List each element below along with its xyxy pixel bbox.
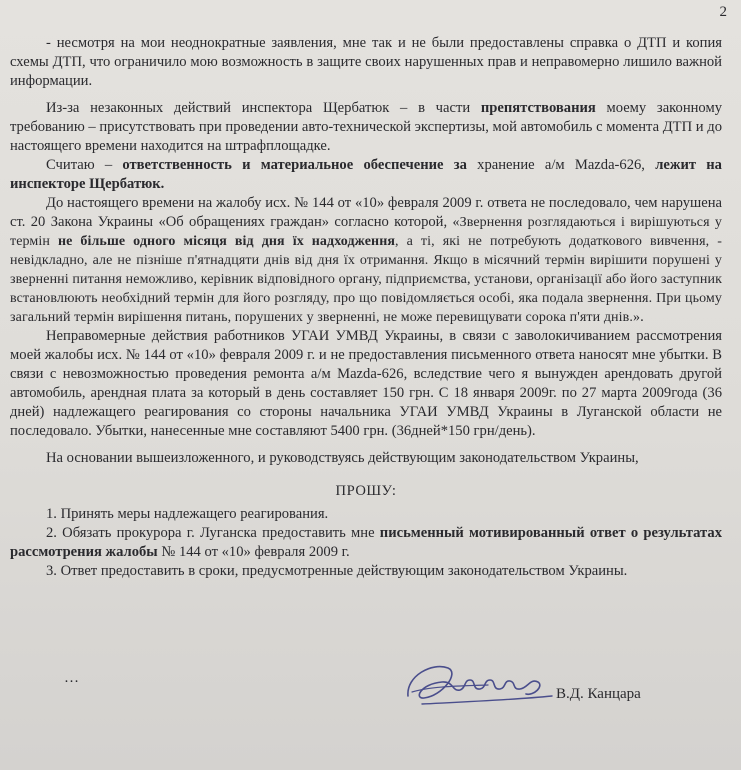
signature-block bbox=[0, 656, 741, 716]
page-number: 2 bbox=[719, 4, 727, 20]
letter-body bbox=[10, 34, 722, 581]
text-run: 2. Обязать прокурора г. Луганска предоставить мне bbox=[46, 525, 380, 541]
bold-text: не більше одного місяця від дня їх надходження bbox=[57, 234, 396, 249]
bold-text: ответственность и материальное обеспечение за bbox=[122, 157, 467, 173]
text-run: 1. Принять меры надлежащего реагирования. bbox=[46, 506, 329, 522]
text-run: - несмотря на мои неоднократные заявления, мне так и не были предоставлены справка о ДТП и копия схемы ДТП, что ограничило мою возможность в защите своих нарушенных прав и неправомерно лишило важной информации. bbox=[10, 35, 722, 89]
request-item bbox=[10, 562, 722, 581]
text-run: Неправомерные действия работников УГАИ УМВД Украины, в связи с заволокичиванием рассмотрения моей жалобы исх. № 144 от «10» февраля 2009 г. и не предоставления письменного ответа наносят мне убытки. В связи с невозможностью проведения ремонта а/м Mazda-626, вследствие чего я вынужден арендовать другой автомобиль, арендная плата за который в день составляет 150 грн. С 18 января 2009г. по 27 марта 2009года (36 дней) надлежащего реагирования со стороны начальника УГАИ УМВД Украины в Луганской области не последовало. Убытки, нанесенные мне составляют 5400 грн. (36дней*150 грн/день). bbox=[10, 328, 722, 439]
request-heading: ПРОШУ: bbox=[335, 483, 397, 499]
paragraph-losses bbox=[10, 327, 722, 441]
paragraph-complaint-law-quote bbox=[10, 194, 722, 327]
paragraph-inspector-obstruction bbox=[10, 99, 722, 156]
request-list bbox=[10, 505, 722, 581]
request-item bbox=[10, 505, 722, 524]
bold-text: письменный мотивированный ответ о результатах рассмотрения жалобы bbox=[10, 525, 722, 560]
text-run: . bbox=[640, 309, 644, 325]
paragraph-ddtp-documents bbox=[10, 34, 722, 91]
text-run: хранение а/м Mazda-626, bbox=[466, 157, 656, 173]
paragraph-storage-responsibility bbox=[10, 156, 722, 194]
text-run: Из-за незаконных действий инспектора Щербатюк – в части bbox=[46, 100, 481, 116]
text-run: № 144 от «10» февраля 2009 г. bbox=[157, 544, 350, 560]
request-item bbox=[10, 524, 722, 562]
text-run: До настоящего времени на жалобу исх. № 144 от «10» февраля 2009 г. ответа не последовало, чем нарушена ст. 20 Закона Украины «Об обращениях граждан» согласно которой, bbox=[10, 195, 722, 230]
text-run: На основании вышеизложенного, и руководствуясь действующим законодательством Украины, bbox=[46, 450, 639, 466]
bold-text: лежит на инспекторе Щербатюк. bbox=[10, 157, 722, 192]
handwritten-signature bbox=[402, 656, 562, 714]
text-run: , а ті, які не потребують додаткового вивчення, - невідкладно, але не пізніше п'ятнадцяти днів від дня їх отримання. Якщо в місячний термін вирішити порушені у зверненні питання неможливо, керівник відповідного органу, підприємства, установи, організації або його заступник встановлюють необхідний термін для його розгляду, про що повідомляється особі, яка подала звернення. При цьому загальний термін вирішення питань, порушених у зверненні, не може перевищувати сорока п'яти днів.» bbox=[10, 234, 722, 325]
text-run: 3. Ответ предоставить в сроки, предусмотренные действующим законодательством Украины. bbox=[46, 563, 628, 579]
text-run: «Звернення розглядаються і вирішуються у термін bbox=[10, 215, 723, 249]
bold-text: препятствования bbox=[480, 100, 596, 116]
text-run: моему законному требованию – присутствовать при проведении авто-технической экспертизы, мой автомобиль с момента ДТП и до настоящего времени находится на штрафплощадке. bbox=[10, 100, 722, 154]
signature-dots: … bbox=[64, 670, 79, 686]
text-run: Считаю – bbox=[46, 157, 123, 173]
signer-name: В.Д. Канцара bbox=[556, 686, 641, 702]
paragraph-basis bbox=[10, 449, 722, 468]
